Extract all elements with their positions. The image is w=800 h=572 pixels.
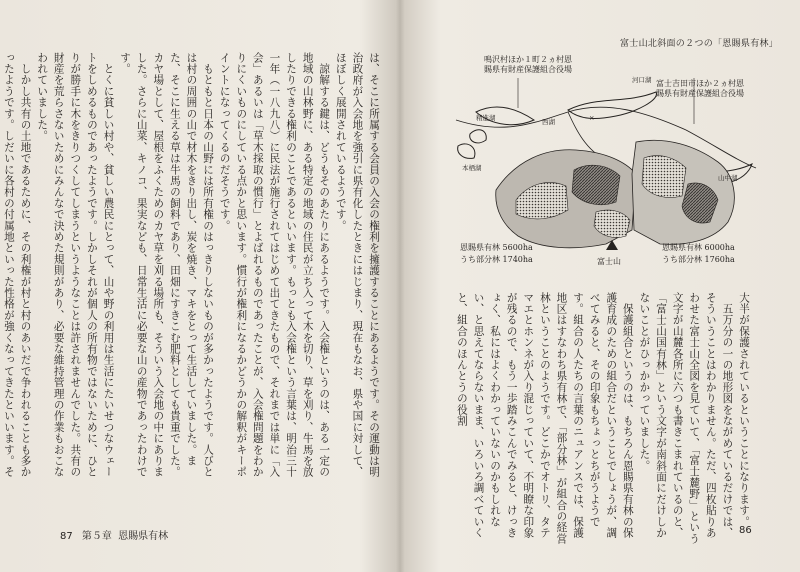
office-label-fujiyoshida-1: 富士吉田市ほか２ヵ村恩 [656, 79, 744, 88]
left-page-body: は、そこに所属する会員の入会の権利を擁護することにあるようです。その運動は明治政府が入会地を強引に県有化したときにはじまり、現在もなお、県や国に対して、ほぼしく展開されているようです。 諒解する鍵は、どうもそのあたりにあるようです。入会権というのは、ある一定の地域の山林野に、ある特定の地域の住民が立ち入って木を切り、草を刈り、牛馬を放したりできる権利のことであるといいます。もっとも入会権という言葉は、明治三十一年（一八九八）に民法が施行されてはじめて出てきたもので、それまでは単に「入会」あるいは「草木採取の慣行」とよばれるものであったことが、入会権問題をわかりにくいものにしている点かと思います。慣行が権利になるかどうかの解釈がキーポイントになってくるのだそうです。 もともと日本の山野には所有権のはっきりしないものが多かったようです。人びとは村の周囲の山で材木をきり出し、炭を焼き、マキをとって生活していました。また、そこに生える草は牛馬の飼料であり、田畑にすきこむ肥料としても貴重でした。カヤ場として、屋根をふくためのカヤ草を刈る場所も、そういう入会地の中にありました。さらに山菜、キノコ、果実なども、日常生活に必要な山の産物であったわけです。 とくに貧しい村や、貧しい農民にとって、山や野の利用は生活にたいせつなウェートをしめるものであったようです。しかしそれが個人の所有物ではないために、ひとりが勝手に木をきりつくしてしまうというようなことは許されませんでした。共有の財産を荒らさないためにみんなで決めた規則があり、必要な維持管理の作業もおこなわれていました。 しかし共有の土地であるために、その利権が村と村のあいだで争われることも多かったようです。しだいに各村の付属地といった性格が強くなってきたといいます。そ [2, 52, 380, 478]
office-label-narusawa-1: 鳴沢村ほか１町２ヵ村恩 [484, 55, 572, 64]
lake-saiko-label: 西湖 [542, 118, 555, 126]
office-label-narusawa-2: 賜県有財産保護組合役場 [484, 65, 572, 74]
lake-kawaguchi-label: 河口湖 [632, 76, 652, 84]
lake-motosu-shape [458, 144, 475, 158]
west-forest-area-label: 恩賜県有林 5600ha [460, 243, 533, 252]
lake-shoji-label: 精進湖 [476, 114, 496, 122]
partial-forest-parcel [572, 165, 620, 205]
chapter-number: 第５章 [81, 531, 112, 542]
chapter-title: 恩賜県有林 [118, 531, 169, 542]
right-page-body: 大半が保護されているということになります。 五万分の一の地形図をながめているだけでは、そういうことはわかりません。ただ、四枚貼りあわせた富士山全図を見ていて、「富士麓野」という文字が山麓各所に六つも書きこまれているのと、「富士山国有林」という文字が南斜面にだけしかないことがひっかかっていました。 保護組合というのは、もちろん恩賜県有林の保護育成のための組合だということでしょうが、調べてみると、その印象もちょっとちがうようです。組合の人たちの言葉のニュアンスでは、保護地区はすなわち県有林で、「部分林」が組合の経営林ということのようです。どこかでオトリ、タテマエとホンネが入り混じっていて、不明瞭な印象が残るので、もう一歩踏みこんでみると、けっきょく、私にはよくわかっていないのかもしれない、と思えてならないまま、いろいろ調べていくと、組合のほんとうの役割 [455, 292, 750, 545]
mount-fuji-label: 富士山 [597, 257, 621, 266]
office-label-fujiyoshida-2: 賜県有財産保護組合役場 [656, 89, 744, 98]
lake-motosu-label: 本栖湖 [462, 164, 482, 172]
west-partial-forest-label: うち部分林 1740ha [460, 255, 533, 264]
left-page-footer [60, 527, 168, 542]
east-forest-area-label: 恩賜県有林 6000ha [662, 243, 735, 252]
lake-shoji-shape [470, 130, 487, 143]
lake-kawaguchi-shape [568, 92, 656, 118]
fuji-north-slope-map [456, 50, 758, 276]
left-page-number: 87 [60, 531, 73, 542]
figure-caption: 富士山北斜面の２つの「恩賜県有林」 [620, 39, 779, 49]
crossing-marker: × [589, 114, 595, 122]
lake-yamanaka-label: 山中湖 [718, 174, 738, 182]
east-partial-forest-label: うち部分林 1760ha [662, 255, 735, 264]
right-page-number: 86 [739, 525, 752, 536]
forest-region-east [632, 140, 734, 244]
